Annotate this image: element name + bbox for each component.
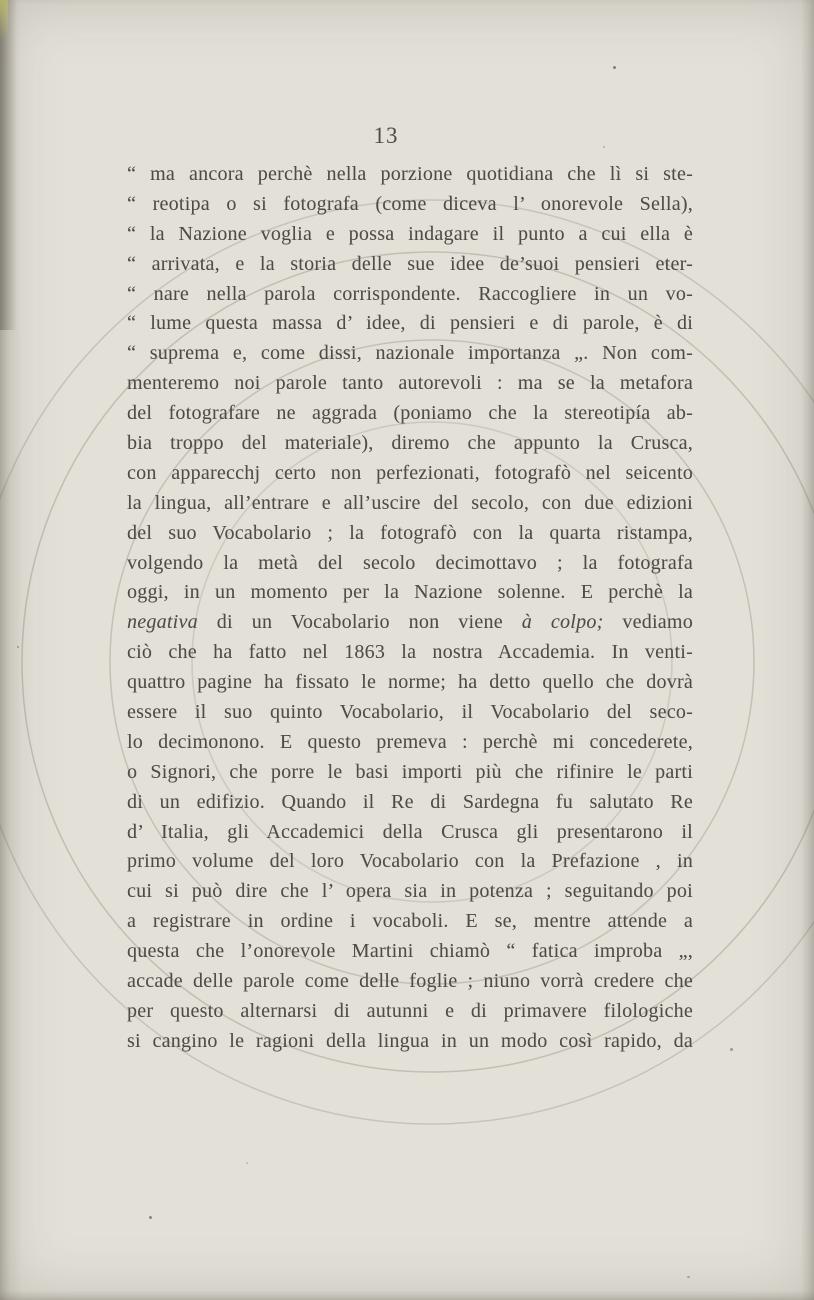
ink-speck bbox=[687, 1276, 690, 1278]
text-line: negativa di un Vocabolario non viene à colpo; vediamo bbox=[127, 611, 693, 634]
page-bottom-edge-shadow bbox=[0, 1290, 814, 1300]
ink-speck bbox=[730, 1048, 733, 1051]
text-line: lo decimonono. E questo premeva : perchè mi concederete, bbox=[127, 730, 693, 753]
text-line: “ arrivata, e la storia delle sue idee de’suoi pensieri eter- bbox=[127, 252, 693, 275]
page-right-edge-shadow bbox=[801, 0, 814, 1300]
text-line: oggi, in un momento per la Nazione solenne. E perchè la bbox=[127, 581, 693, 604]
text-line: per questo alternarsi di autunni e di primavere filologiche bbox=[127, 999, 693, 1022]
text-line: “ ma ancora perchè nella porzione quotidiana che lì si ste- bbox=[127, 163, 693, 185]
text-line: “ la Nazione voglia e possa indagare il punto a cui ella è bbox=[127, 222, 693, 245]
text-line: “ reotipa o si fotografa (come diceva l’ onorevole Sella), bbox=[127, 192, 693, 215]
text-line: “ lume questa massa d’ idee, di pensieri e di parole, è di bbox=[127, 312, 693, 335]
ink-speck bbox=[17, 646, 19, 648]
text-line: quattro pagine ha fissato le norme; ha detto quello che dovrà bbox=[127, 671, 693, 694]
text-line: del fotografare ne aggrada (poniamo che la stereotipía ab- bbox=[127, 402, 693, 425]
page-gutter-shadow bbox=[0, 0, 20, 330]
page-text bbox=[127, 160, 693, 1057]
text-line: o Signori, che porre le basi importi più che rifinire le parti bbox=[127, 760, 693, 783]
text-line: d’ Italia, gli Accademici della Crusca gli presentarono il bbox=[127, 820, 693, 843]
text-line: “ nare nella parola corrispondente. Raccogliere in un vo- bbox=[127, 282, 693, 305]
text-line: cui si può dire che l’ opera sia in potenza ; seguitando poi bbox=[127, 880, 693, 903]
text-line: bia troppo del materiale), diremo che appunto la Crusca, bbox=[127, 432, 693, 455]
text-line: primo volume del loro Vocabolario con la Prefazione , in bbox=[127, 850, 693, 873]
text-line: la lingua, all’entrare e all’uscire del secolo, con due edizioni bbox=[127, 491, 693, 514]
ink-speck bbox=[149, 1216, 152, 1219]
page-left-edge-shadow bbox=[0, 0, 22, 1300]
ink-speck bbox=[613, 66, 616, 69]
text-line: accade delle parole come delle foglie ; niuno vorrà credere che bbox=[127, 970, 693, 993]
text-line: essere il suo quinto Vocabolario, il Vocabolario del seco- bbox=[127, 701, 693, 724]
text-line: volgendo la metà del secolo decimottavo ; la fotografa bbox=[127, 551, 693, 574]
text-line: questa che l’onorevole Martini chiamò “ fatica improba „, bbox=[127, 940, 693, 963]
text-line: con apparecchj certo non perfezionati, fotografò nel seicento bbox=[127, 461, 693, 484]
text-line: a registrare in ordine i vocaboli. E se, mentre attende a bbox=[127, 910, 693, 933]
text-line: ciò che ha fatto nel 1863 la nostra Accademia. In venti- bbox=[127, 641, 693, 664]
binding-corner-sliver bbox=[0, 0, 8, 40]
text-line: di un edifizio. Quando il Re di Sardegna fu salutato Re bbox=[127, 790, 693, 813]
text-line: “ suprema e, come dissi, nazionale importanza „. Non com- bbox=[127, 342, 693, 365]
text-line: del suo Vocabolario ; la fotografò con la quarta ristampa, bbox=[127, 521, 693, 544]
text-line: si cangino le ragioni della lingua in un modo così rapido, da bbox=[127, 1029, 693, 1052]
text-line: menteremo noi parole tanto autorevoli : ma se la metafora bbox=[127, 372, 693, 395]
ink-speck bbox=[246, 1162, 248, 1164]
page-number: 13 bbox=[373, 123, 399, 148]
